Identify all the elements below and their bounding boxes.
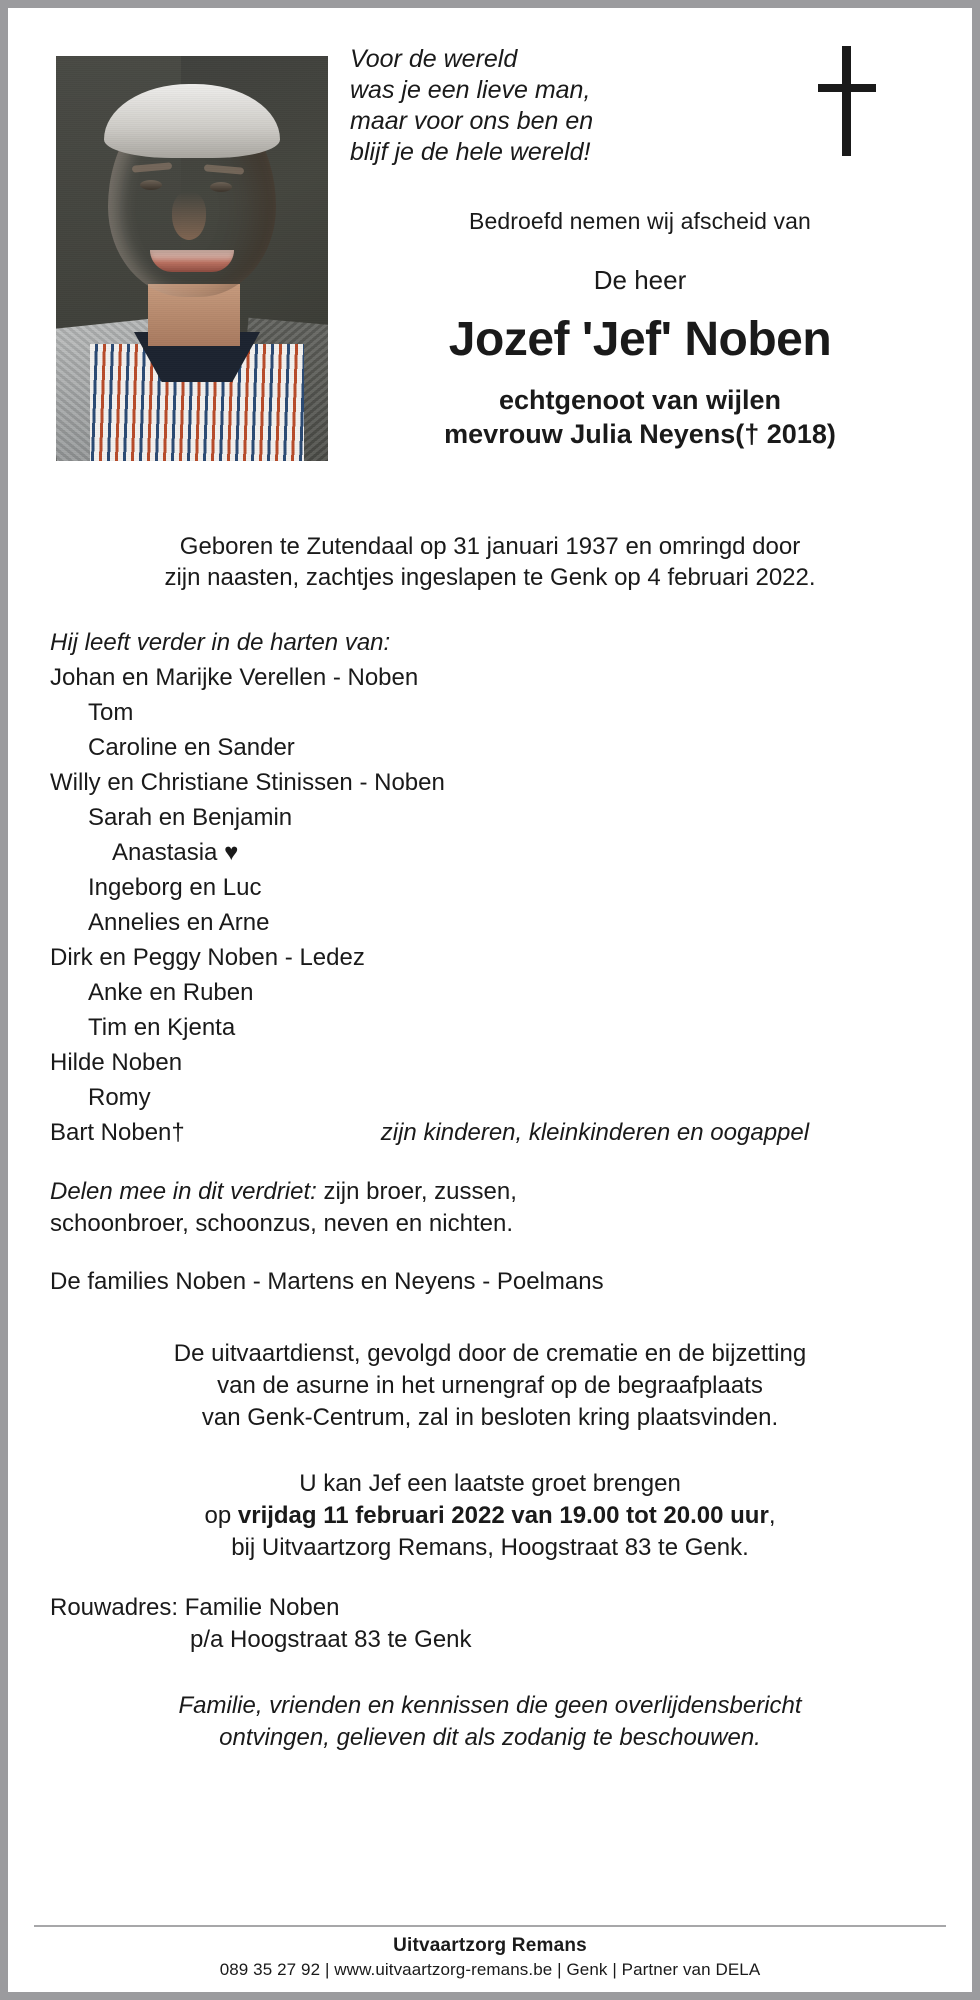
funeral-home-name: Uitvaartzorg Remans xyxy=(393,1935,587,1956)
family-heading: Hij leeft verder in de harten van: xyxy=(50,629,391,656)
photo-grain-overlay xyxy=(56,56,328,461)
condolence-address xyxy=(42,1592,938,1656)
list-item: Anastasia ♥ xyxy=(112,839,239,866)
list-item: Dirk en Peggy Noben - Ledez xyxy=(50,944,365,971)
sympathy-label: Delen mee in dit verdriet: xyxy=(50,1178,317,1205)
list-item: Bart Noben† xyxy=(50,1119,185,1146)
list-item: Tom xyxy=(88,699,134,726)
memorial-quote xyxy=(350,44,932,168)
service-line-1: De uitvaartdienst, gevolgd door de crematie en de bijzetting xyxy=(173,1340,807,1367)
visitation-suffix: , xyxy=(768,1502,776,1529)
announcement-lead: Bedroefd nemen wij afscheid van xyxy=(469,208,811,234)
spouse-line-2: mevrouw Julia Neyens(† 2018) xyxy=(444,419,836,449)
footer-divider xyxy=(34,1925,946,1927)
visitation-line-3: bij Uitvaartzorg Remans, Hoogstraat 83 te Genk. xyxy=(231,1534,749,1561)
footer-section xyxy=(34,1925,946,1980)
funeral-home-contact: 089 35 27 92 | www.uitvaartzorg-remans.be | Genk | Partner van DELA xyxy=(219,1960,761,1979)
condolence-line-2: p/a Hoogstraat 83 te Genk xyxy=(190,1626,472,1653)
visitation-prefix: op xyxy=(204,1502,238,1529)
spacer xyxy=(42,593,938,619)
visitation-paragraph xyxy=(42,1468,938,1564)
closing-note xyxy=(42,1690,938,1754)
closing-line-2: ontvingen, gelieven dit als zodanig te beschouwen. xyxy=(219,1724,761,1751)
family-list xyxy=(42,625,938,1150)
condolence-line-1: Rouwadres: Familie Noben xyxy=(50,1594,340,1621)
list-item: Willy en Christiane Stinissen - Noben xyxy=(50,769,445,796)
list-item: Johan en Marijke Verellen - Noben xyxy=(50,664,419,691)
list-item: Tim en Kjenta xyxy=(88,1014,236,1041)
list-item: Caroline en Sander xyxy=(88,734,295,761)
family-last-row xyxy=(50,1115,938,1150)
list-item: Ingeborg en Luc xyxy=(88,874,262,901)
sympathy-line-1 xyxy=(50,1176,938,1208)
family-relationship-note: zijn kinderen, kleinkinderen en oogappel xyxy=(380,1119,810,1146)
spouse-info xyxy=(348,383,932,451)
visitation-line-1: U kan Jef een laatste groet brengen xyxy=(299,1470,681,1497)
life-dates xyxy=(42,531,938,593)
spouse-line-1: echtgenoot van wijlen xyxy=(498,385,782,415)
closing-line-1: Familie, vrienden en kennissen die geen overlijdensbericht xyxy=(178,1692,802,1719)
families-paragraph: De families Noben - Martens en Neyens - Poelmans xyxy=(50,1268,604,1295)
deceased-name: Jozef 'Jef' Noben xyxy=(448,313,832,366)
header-section xyxy=(8,8,972,523)
service-paragraph xyxy=(42,1338,938,1434)
list-item: Anke en Ruben xyxy=(88,979,254,1006)
header-text-column xyxy=(348,44,932,451)
life-line-1: Geboren te Zutendaal op 31 januari 1937 en omringd door xyxy=(179,533,801,560)
list-item: Romy xyxy=(88,1084,151,1111)
quote-line-4: blijf je de hele wereld! xyxy=(350,138,591,166)
sympathy-line-2: schoonbroer, schoonzus, neven en nichten. xyxy=(50,1210,513,1237)
quote-line-1: Voor de wereld xyxy=(350,45,518,73)
service-line-2: van de asurne in het urnengraf op de begraafplaats xyxy=(217,1372,763,1399)
visitation-line-2 xyxy=(42,1500,938,1532)
memorial-card xyxy=(8,8,972,1992)
life-line-2: zijn naasten, zachtjes ingeslapen te Genk op 4 februari 2022. xyxy=(164,564,816,591)
body-section xyxy=(8,531,972,1754)
service-line-3: van Genk-Centrum, zal in besloten kring plaatsvinden. xyxy=(201,1404,779,1431)
sympathy-paragraph xyxy=(42,1176,938,1240)
list-item: Sarah en Benjamin xyxy=(88,804,293,831)
quote-line-2: was je een lieve man, xyxy=(350,76,591,104)
visitation-datetime: vrijdag 11 februari 2022 van 19.00 tot 20.00 uur xyxy=(237,1502,769,1529)
portrait-photo xyxy=(56,56,328,461)
sympathy-rest: zijn broer, zussen, xyxy=(316,1178,517,1205)
honorific: De heer xyxy=(593,265,687,295)
quote-line-3: maar voor ons ben en xyxy=(350,107,594,135)
list-item: Hilde Noben xyxy=(50,1049,183,1076)
list-item: Annelies en Arne xyxy=(88,909,270,936)
